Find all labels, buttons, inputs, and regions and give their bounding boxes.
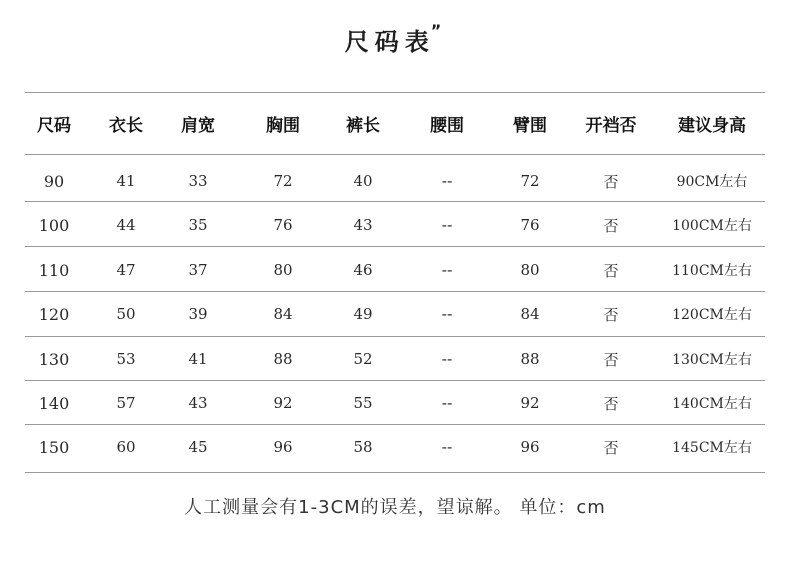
table-row <box>25 248 765 292</box>
cell-pants-length: 43 <box>353 216 373 234</box>
cell-length: 60 <box>116 438 136 456</box>
cell-suggested-height: 130CM左右 <box>672 352 752 368</box>
header-pants-length: 裤长 <box>346 116 380 136</box>
cell-chest: 88 <box>273 350 293 368</box>
measurement-note: 人工测量会有1-3CM的误差，望谅解。 单位：cm <box>184 497 606 518</box>
table-row <box>25 381 765 425</box>
cell-size: 120 <box>38 304 70 324</box>
cell-open-crotch: 否 <box>603 394 619 413</box>
cell-open-crotch: 否 <box>603 305 619 324</box>
cell-chest: 84 <box>273 305 293 323</box>
cell-length: 44 <box>116 216 136 234</box>
cell-size: 90 <box>43 171 65 191</box>
cell-length: 57 <box>116 394 136 412</box>
header-arm: 臂围 <box>513 116 547 136</box>
cell-arm: 80 <box>520 261 540 279</box>
cell-arm: 84 <box>520 305 540 323</box>
table-row <box>25 292 765 336</box>
cell-suggested-height: 140CM左右 <box>672 396 752 412</box>
header-shoulder: 肩宽 <box>181 116 215 136</box>
row-divider <box>25 472 765 473</box>
cell-arm: 72 <box>520 172 540 190</box>
cell-open-crotch: 否 <box>603 438 619 457</box>
cell-size: 110 <box>38 260 70 280</box>
cell-chest: 76 <box>273 216 293 234</box>
cell-suggested-height: 120CM左右 <box>672 307 752 323</box>
header-waist: 腰围 <box>430 116 464 136</box>
cell-suggested-height: 100CM左右 <box>672 218 752 234</box>
cell-pants-length: 55 <box>353 394 373 412</box>
cell-length: 47 <box>116 261 136 279</box>
cell-size: 130 <box>38 349 70 369</box>
cell-waist: -- <box>441 172 453 190</box>
cell-pants-length: 40 <box>353 172 373 190</box>
title-decoration: ” <box>430 21 442 40</box>
cell-waist: -- <box>441 216 453 234</box>
cell-suggested-height: 110CM左右 <box>672 263 752 279</box>
page-title <box>0 22 790 57</box>
cell-open-crotch: 否 <box>603 216 619 235</box>
header-open-crotch: 开裆否 <box>585 116 637 136</box>
header-suggested-height: 建议身高 <box>678 116 746 136</box>
cell-chest: 92 <box>273 394 293 412</box>
cell-open-crotch: 否 <box>603 350 619 369</box>
cell-length: 53 <box>116 350 136 368</box>
table-row <box>25 203 765 247</box>
cell-pants-length: 58 <box>353 438 373 456</box>
cell-open-crotch: 否 <box>603 261 619 280</box>
cell-shoulder: 33 <box>188 172 208 190</box>
cell-suggested-height: 145CM左右 <box>672 440 752 456</box>
cell-waist: -- <box>441 350 453 368</box>
cell-shoulder: 39 <box>188 305 208 323</box>
cell-suggested-height: 90CM左右 <box>676 174 748 190</box>
table-row <box>25 425 765 469</box>
table-row <box>25 337 765 381</box>
cell-shoulder: 45 <box>188 438 208 456</box>
cell-length: 50 <box>116 305 136 323</box>
cell-chest: 80 <box>273 261 293 279</box>
cell-arm: 88 <box>520 350 540 368</box>
cell-waist: -- <box>441 261 453 279</box>
cell-pants-length: 46 <box>353 261 373 279</box>
cell-open-crotch: 否 <box>603 172 619 191</box>
cell-length: 41 <box>116 172 136 190</box>
cell-size: 150 <box>38 437 70 457</box>
cell-arm: 92 <box>520 394 540 412</box>
table-header <box>25 93 765 154</box>
cell-waist: -- <box>441 394 453 412</box>
row-divider <box>25 201 765 202</box>
cell-shoulder: 35 <box>188 216 208 234</box>
title-text: 尺码表 <box>344 28 435 56</box>
cell-waist: -- <box>441 438 453 456</box>
cell-size: 140 <box>38 393 70 413</box>
header-size: 尺码 <box>37 116 71 136</box>
header-length: 衣长 <box>109 116 143 136</box>
cell-waist: -- <box>441 305 453 323</box>
cell-shoulder: 41 <box>188 350 208 368</box>
cell-size: 100 <box>38 215 70 235</box>
cell-chest: 96 <box>273 438 293 456</box>
cell-chest: 72 <box>273 172 293 190</box>
cell-pants-length: 52 <box>353 350 373 368</box>
row-divider <box>25 246 765 247</box>
cell-arm: 96 <box>520 438 540 456</box>
cell-pants-length: 49 <box>353 305 373 323</box>
cell-shoulder: 37 <box>188 261 208 279</box>
cell-arm: 76 <box>520 216 540 234</box>
header-bottom-rule <box>25 154 765 155</box>
cell-shoulder: 43 <box>188 394 208 412</box>
header-chest: 胸围 <box>266 116 300 136</box>
table-row <box>25 159 765 203</box>
